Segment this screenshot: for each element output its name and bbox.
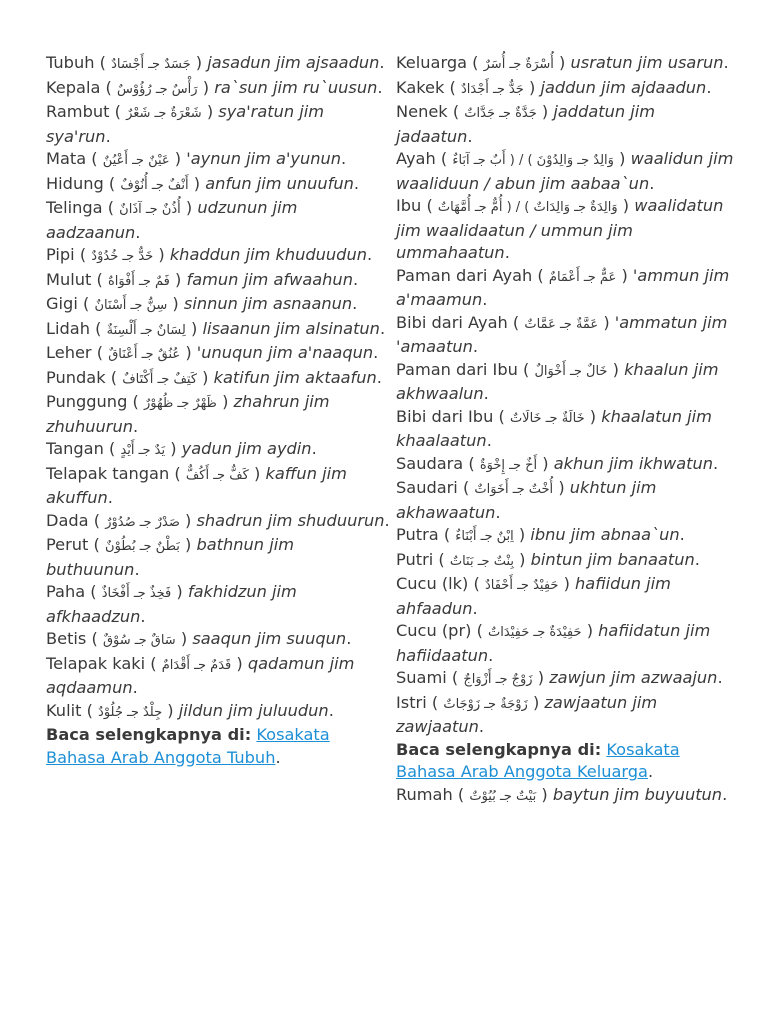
family-members-list xyxy=(396,52,736,739)
transliteration: sya'ratun jim sya'run xyxy=(46,102,325,146)
transliteration: 'unuqun jim a'naaqun xyxy=(196,343,374,362)
transliteration: lisaanun jim alsinatun xyxy=(202,318,380,338)
vocab-word: Mulut xyxy=(46,269,92,289)
arabic-term: فَخِذٌ جـ أَفْخَاذٌ xyxy=(101,586,172,601)
vocab-word: Rumah xyxy=(396,784,453,804)
transliteration: khaddun jim khuduudun xyxy=(169,245,367,264)
vocab-entry: Telapak kaki ( قَدَمٌ جـ أَقْدَامٌ ) qadamun jim aqdaamun. xyxy=(46,653,355,697)
vocab-word: Istri xyxy=(396,692,427,712)
arabic-term: خَالَةٌ جـ خَالَاتٌ xyxy=(509,410,585,426)
transliteration: zawjaatun jim zawjaatun xyxy=(396,692,658,736)
transliteration: qadamun jim aqdaamun xyxy=(46,653,355,697)
arabic-term: جَدٌّ جـ أَجْدَادٌ xyxy=(461,81,524,97)
vocab-entry: Mulut ( فَمٌ جـ أَفْوَاهٌ ) famun jim afwaahun. xyxy=(46,269,359,289)
transliteration: ra`sun jim ru`uusun xyxy=(214,77,378,97)
arabic-term: جِلْدٌ جـ جُلُوْدٌ xyxy=(98,704,163,720)
arabic-term: أَخٌ جـ إِخْوَةٌ xyxy=(479,457,538,473)
vocab-entry: Kulit ( جِلْدٌ جـ جُلُوْدٌ ) jildun jim juluudun. xyxy=(46,700,334,720)
vocab-entry: Ibu ( وَالِدَةٌ جـ وَالِدَاتٌ ) / ( أُمٌّ جـ أُمَّهَاتٌ ) waalidatun jim waalidaatun / ummun jim ummahaatun. xyxy=(396,196,724,262)
vocab-entry: Paman dari Ibu ( خَالٌ جـ أَخْوَالٌ ) khaalun jim akhwaalun. xyxy=(396,359,719,403)
vocab-entry: Bibi dari Ayah ( عَمَّةٌ جـ عَمَّاتٌ ) 'ammatun jim 'amaatun. xyxy=(396,312,728,356)
arabic-term: خَالٌ جـ أَخْوَالٌ xyxy=(534,363,608,379)
arabic-term: عَيْنٌ جـ أَعْيُنٌ xyxy=(102,153,170,168)
transliteration: hafiidun jim ahfaadun xyxy=(396,574,671,618)
arabic-term: أَنْفٌ جـ أُنُوْفٌ xyxy=(120,177,189,193)
transliteration: jildun jim juluudun xyxy=(178,700,329,720)
transliteration: baytun jim buyuutun xyxy=(552,784,723,804)
vocab-word: Tangan xyxy=(46,439,104,458)
vocab-word: Nenek xyxy=(396,102,448,121)
arabic-term: كَتِفٌ جـ أَكْتَافٌ xyxy=(122,371,198,387)
transliteration: 'ammatun jim 'amaatun xyxy=(396,312,728,356)
arabic-term: بَطْنٌ جـ بُطُوْنٌ xyxy=(105,539,180,554)
vocab-entry: Istri ( زَوْجَةٌ جـ زَوْجَاتٌ ) zawjaatun jim zawjaatun. xyxy=(396,692,658,736)
vocab-entry: Telinga ( أُذُنٌ جـ آذَانٌ ) udzunun jim aadzaanun. xyxy=(46,198,298,242)
vocab-entry: Tangan ( يَدٌ جـ أَيْدٍ ) yadun jim aydin. xyxy=(46,439,317,458)
vocab-entry: Saudari ( أُخْتٌ جـ أَخَوَاتٌ ) ukhtun jim akhawaatun. xyxy=(396,478,657,522)
vocab-entry: Paman dari Ayah ( عَمٌّ جـ أَعْمَامٌ ) 'ammun jim a'maamun. xyxy=(396,265,730,309)
arabic-term: حَفِيْدَةٌ جـ حَفِيْدَاتٌ xyxy=(488,625,582,640)
vocab-entry: Suami ( زَوْجٌ جـ أَزْوَاجٌ ) zawjun jim azwaajun. xyxy=(396,668,723,687)
vocab-entry: Mata ( عَيْنٌ جـ أَعْيُنٌ ) 'aynun jim a'yunun. xyxy=(46,149,347,168)
vocab-word: Bibi dari Ibu xyxy=(396,406,494,426)
transliteration: udzunun jim aadzaanun xyxy=(46,198,298,242)
vocab-entry: Perut ( بَطْنٌ جـ بُطُوْنٌ ) bathnun jim buthuunun. xyxy=(46,535,294,579)
arabic-term: جَسَدٌ جـ أَجْسَادٌ xyxy=(111,57,191,72)
transliteration: bathnun jim buthuunun xyxy=(46,535,294,579)
arabic-term: سَاقٌ جـ سُوْقٌ xyxy=(102,633,176,648)
arabic-term: جَدَّةٌ جـ جَدَّاتٌ xyxy=(464,106,537,121)
arabic-term: كَفٌّ جـ أَكُفٌّ xyxy=(185,467,249,483)
vocab-entry: Rambut ( شَعْرَةٌ جـ شَعْرٌ ) sya'ratun jim sya'run. xyxy=(46,102,325,146)
vocab-entry: Keluarga ( أُسْرَةٌ جـ أُسَرٌ ) usratun jim usarun. xyxy=(396,53,729,72)
vocab-entry: Gigi ( سِنٌّ جـ أَسْنَانٌ ) sinnun jim asnaanun. xyxy=(46,294,358,313)
read-more-family: Baca selengkapnya di: Kosakata Bahasa Arab Anggota Keluarga. xyxy=(396,739,680,781)
vocab-entry: Kakek ( جَدٌّ جـ أَجْدَادٌ ) jaddun jim ajdaadun. xyxy=(396,77,712,97)
vocab-word: Kakek xyxy=(396,77,445,97)
vocab-word: Punggung xyxy=(46,392,128,411)
transliteration: famun jim afwaahun xyxy=(186,269,353,289)
vocab-entry: Ayah ( وَالِدٌ جـ وَالِدُوْنَ ) / ( أَبٌ جـ آبَاءٌ ) waalidun jim waaliduun / abun jim aabaa`un. xyxy=(396,149,734,193)
arabic-term: عَمَّةٌ جـ عَمَّاتٌ xyxy=(524,316,599,332)
arabic-term: أُسْرَةٌ جـ أُسَرٌ xyxy=(483,57,554,72)
body-parts-link[interactable]: Kosakata Bahasa Arab Anggota Tubuh xyxy=(46,725,330,767)
arabic-term: سِنٌّ جـ أَسْنَانٌ xyxy=(94,298,168,313)
vocab-entry: Cucu (lk) ( حَفِيْدٌ جـ أَحْفَادٌ ) hafiidun jim ahfaadun. xyxy=(396,574,671,618)
vocab-entry: Pundak ( كَتِفٌ جـ أَكْتَافٌ ) katifun jim aktaafun. xyxy=(46,367,382,387)
vocab-word: Paman dari Ibu xyxy=(396,359,518,379)
transliteration: saaqun jim suuqun xyxy=(192,629,347,648)
vocab-word: Lidah xyxy=(46,318,90,338)
vocab-word: Putra xyxy=(396,525,439,544)
vocab-word: Pundak xyxy=(46,367,106,387)
arabic-term: عَمٌّ جـ أَعْمَامٌ xyxy=(548,269,617,285)
arabic-term: شَعْرَةٌ جـ شَعْرٌ xyxy=(126,106,202,121)
arabic-term: أُذُنٌ جـ آذَانٌ xyxy=(119,202,181,217)
transliteration: waalidun jim waaliduun / abun jim aabaa`un xyxy=(396,149,734,193)
arabic-term: عُنُقٌ جـ أَعْنَاقٌ xyxy=(108,347,181,362)
arabic-term: وَالِدٌ جـ وَالِدُوْنَ ) / ( أَبٌ جـ آبَاءٌ xyxy=(452,153,614,168)
arabic-term: يَدٌ جـ أَيْدٍ xyxy=(120,443,166,458)
vocab-entry: Bibi dari Ibu ( خَالَةٌ جـ خَالَاتٌ ) khaalatun jim khaalaatun. xyxy=(396,406,712,450)
read-more-label: Baca selengkapnya di: xyxy=(46,725,252,744)
arabic-term: رَأْسٌ جـ رُؤُوْسٌ xyxy=(117,81,198,97)
vocab-entry: Betis ( سَاقٌ جـ سُوْقٌ ) saaqun jim suuqun. xyxy=(46,629,352,648)
arabic-term: وَالِدَةٌ جـ وَالِدَاتٌ ) / ( أُمٌّ جـ أُمَّهَاتٌ xyxy=(437,200,618,215)
vocab-entry: Lidah ( لِسَانٌ جـ أَلْسِنَةٌ ) lisaanun jim alsinatun. xyxy=(46,318,386,338)
transliteration: usratun jim usarun xyxy=(570,53,724,72)
vocab-entry: Paha ( فَخِذٌ جـ أَفْخَاذٌ ) fakhidzun jim afkhaadzun. xyxy=(46,582,297,626)
vocab-entry: Putra ( اِبْنٌ جـ أَبْنَاءٌ ) ibnu jim abnaa`un. xyxy=(396,525,685,544)
arabic-term: صَدْرٌ جـ صُدُوْرٌ xyxy=(105,514,180,530)
transliteration: jaddun jim ajdaadun xyxy=(540,77,707,97)
transliteration: bintun jim banaatun xyxy=(530,549,695,569)
transliteration: yadun jim aydin xyxy=(181,439,312,458)
arabic-term: لِسَانٌ جـ أَلْسِنَةٌ xyxy=(106,322,186,338)
vocab-entry: Tubuh ( جَسَدٌ جـ أَجْسَادٌ ) jasadun jim ajsaadun. xyxy=(46,53,385,72)
transliteration: akhun jim ikhwatun xyxy=(553,453,714,473)
vocab-entry: Cucu (pr) ( حَفِيْدَةٌ جـ حَفِيْدَاتٌ ) hafiidatun jim hafiidaatun. xyxy=(396,621,711,665)
vocab-word: Tubuh xyxy=(46,53,95,72)
vocab-word: Suami xyxy=(396,668,447,687)
transliteration: shadrun jim shuduurun xyxy=(196,510,385,530)
transliteration: ibnu jim abnaa`un xyxy=(530,525,680,544)
transliteration: sinnun jim asnaanun xyxy=(183,294,353,313)
vocab-word: Ibu xyxy=(396,196,422,215)
transliteration: zawjun jim azwaajun xyxy=(549,668,718,687)
vocab-word: Telinga xyxy=(46,198,103,217)
transliteration: 'ammun jim a'maamun xyxy=(396,265,730,309)
read-more-label: Baca selengkapnya di: xyxy=(396,739,602,759)
vocab-word: Hidung xyxy=(46,173,104,193)
vocab-word: Rambut xyxy=(46,102,110,121)
vocab-word: Paman dari Ayah xyxy=(396,265,533,285)
arabic-term: زَوْجَةٌ جـ زَوْجَاتٌ xyxy=(443,696,528,712)
vocab-word: Telapak kaki xyxy=(46,653,146,673)
arabic-term: بَيْتٌ جـ بُيُوْتٌ xyxy=(469,788,537,804)
vocab-entry: Hidung ( أَنْفٌ جـ أُنُوْفٌ ) anfun jim unuufun. xyxy=(46,173,360,193)
arabic-term: أُخْتٌ جـ أَخَوَاتٌ xyxy=(474,482,554,497)
vocab-word: Cucu (pr) xyxy=(396,621,472,640)
transliteration: khaalun jim akhwaalun xyxy=(396,359,719,403)
read-more-body: Baca selengkapnya di: Kosakata Bahasa Arab Anggota Tubuh. xyxy=(46,725,330,767)
vocab-word: Gigi xyxy=(46,294,78,313)
arabic-term: زَوْجٌ جـ أَزْوَاجٌ xyxy=(463,672,533,687)
left-column xyxy=(46,52,391,769)
vocab-word: Dada xyxy=(46,510,89,530)
vocab-entry: Dada ( صَدْرٌ جـ صُدُوْرٌ ) shadrun jim shuduurun. xyxy=(46,510,390,530)
arabic-term: ظَهْرٌ جـ ظُهُوْرٌ xyxy=(143,396,217,411)
arabic-term: بِنْتٌ جـ بَنَاتٌ xyxy=(449,553,515,569)
vocab-entry: Rumah ( بَيْتٌ جـ بُيُوْتٌ ) baytun jim buyuutun. xyxy=(396,784,728,804)
vocab-entry: Putri ( بِنْتٌ جـ بَنَاتٌ ) bintun jim banaatun. xyxy=(396,549,700,569)
family-members-link[interactable]: Kosakata Bahasa Arab Anggota Keluarga xyxy=(396,739,680,781)
arabic-term: خَدٌّ جـ خُدُوْدٌ xyxy=(91,249,154,264)
vocab-word: Telapak tangan xyxy=(46,463,170,483)
transliteration: fakhidzun jim afkhaadzun xyxy=(46,582,297,626)
vocab-word: Mata xyxy=(46,149,87,168)
transliteration: kaffun jim akuffun xyxy=(46,463,347,507)
vocab-word: Keluarga xyxy=(396,53,468,72)
vocab-word: Cucu (lk) xyxy=(396,574,469,593)
vocab-entry: Pipi ( خَدٌّ جـ خُدُوْدٌ ) khaddun jim khuduudun. xyxy=(46,245,373,264)
transliteration: anfun jim unuufun xyxy=(205,173,354,193)
transliteration: jasadun jim ajsaadun xyxy=(207,53,380,72)
transliteration: ukhtun jim akhawaatun xyxy=(396,478,657,522)
vocab-entry: Leher ( عُنُقٌ جـ أَعْنَاقٌ ) 'unuqun jim a'naaqun. xyxy=(46,343,379,362)
transliteration: zhahrun jim zhuhuurun xyxy=(46,392,330,436)
vocab-word: Saudari xyxy=(396,478,458,497)
vocab-entry: Telapak tangan ( كَفٌّ جـ أَكُفٌّ ) kaffun jim akuffun. xyxy=(46,463,347,507)
vocab-word: Leher xyxy=(46,343,92,362)
transliteration: jaddatun jim jadaatun xyxy=(396,102,656,146)
body-parts-list xyxy=(46,52,391,724)
vocab-word: Kepala xyxy=(46,77,101,97)
arabic-term: فَمٌ جـ أَفْوَاهٌ xyxy=(107,273,170,289)
vocab-word: Perut xyxy=(46,535,89,554)
vocab-word: Saudara xyxy=(396,453,464,473)
arabic-term: حَفِيْدٌ جـ أَحْفَادٌ xyxy=(484,578,559,593)
arabic-term: اِبْنٌ جـ أَبْنَاءٌ xyxy=(455,529,514,544)
house-list xyxy=(396,784,736,809)
transliteration: hafiidatun jim hafiidaatun xyxy=(396,621,711,665)
vocab-entry: Kepala ( رَأْسٌ جـ رُؤُوْسٌ ) ra`sun jim ru`uusun. xyxy=(46,77,383,97)
vocab-word: Pipi xyxy=(46,245,75,264)
transliteration: katifun jim aktaafun xyxy=(213,367,377,387)
transliteration: khaalatun jim khaalaatun xyxy=(396,406,712,450)
vocab-entry: Saudara ( أَخٌ جـ إِخْوَةٌ ) akhun jim ikhwatun. xyxy=(396,453,719,473)
vocab-word: Bibi dari Ayah xyxy=(396,312,508,332)
vocab-word: Kulit xyxy=(46,700,82,720)
vocab-entry: Nenek ( جَدَّةٌ جـ جَدَّاتٌ ) jaddatun jim jadaatun. xyxy=(396,102,656,146)
vocab-word: Paha xyxy=(46,582,86,601)
vocab-word: Ayah xyxy=(396,149,436,168)
vocab-word: Betis xyxy=(46,629,87,648)
transliteration: 'aynun jim a'yunun xyxy=(186,149,342,168)
arabic-term: قَدَمٌ جـ أَقْدَامٌ xyxy=(161,657,232,673)
right-column xyxy=(396,52,736,808)
transliteration: waalidatun jim waalidaatun / ummun jim ummahaatun xyxy=(396,196,724,262)
vocab-entry: Punggung ( ظَهْرٌ جـ ظُهُوْرٌ ) zhahrun jim zhuhuurun. xyxy=(46,392,330,436)
vocab-word: Putri xyxy=(396,549,434,569)
